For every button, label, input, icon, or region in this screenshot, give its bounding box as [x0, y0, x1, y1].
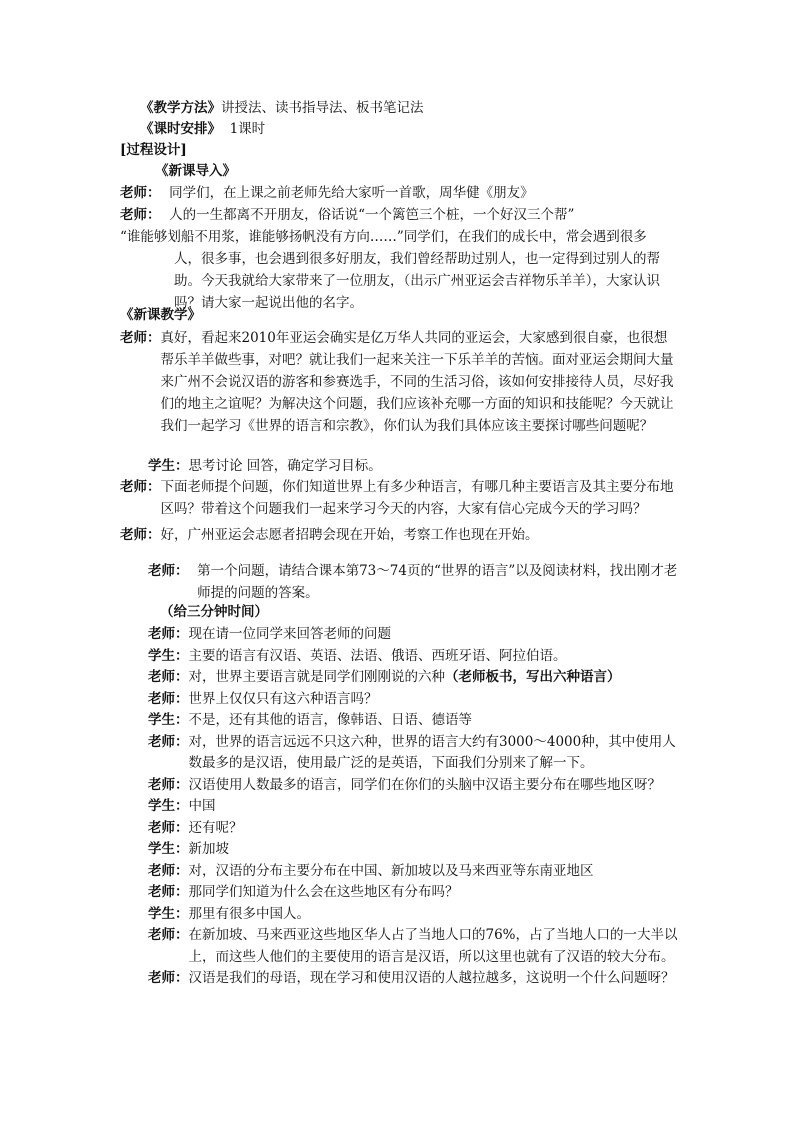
process-design-heading: [过程设计]: [120, 142, 187, 158]
speaker-label: 老师：: [148, 927, 189, 943]
speaker-label: 老师：: [120, 185, 161, 201]
dialogue-line: [120, 204, 680, 226]
dialogue-text: 世界上仅仅只有这六种语言吗？: [188, 690, 378, 707]
dialogue-text: 不是，还有其他的语言，像韩语、日语、德语等: [188, 712, 472, 728]
student-goal: [148, 455, 678, 477]
dialogue-text: 那同学们知道为什么会在这些地区有分布吗？: [188, 884, 459, 900]
dialogue-text: 思考讨论 回答，确定学习目标。: [188, 458, 382, 474]
dialogue-text: 新加坡: [188, 841, 229, 857]
speaker-label: 老师：: [120, 207, 161, 223]
teaching-method-line: [140, 98, 424, 119]
dialogue-text: 真好，看起来2010年亚运会确实是亿万华人共同的亚运会，大家感到很自豪，也很想帮乐羊羊做些事，对吧？就让我们一起来关注一下乐羊羊的苦恼。面对亚运会期间大量来广州不会说汉语的游客和参赛选手，不同的生活习俗，该如何安排接待人员，尽好我们的地主之谊呢？为解决这个问题，我们应该补充哪一方面的知识和技能呢？今天就让我们一起学习《世界的语言和宗教》，你们认为我们具体应该主要探讨哪些问题呢？: [160, 330, 674, 434]
intro-block: [120, 182, 680, 226]
dialogue-text: 第一个问题，请结合课本第73～74页的“世界的语言”以及阅读材料，找出刚才老师提的问题的答案。: [197, 563, 678, 601]
dialogue-text: 人的一生都离不开朋友，俗话说“一个篱笆三个桩，一个好汉三个帮”: [169, 207, 575, 223]
lesson-dialogue-a: [120, 327, 680, 437]
speaker-label: 学生：: [148, 712, 189, 728]
dialogue-text: 对，世界的语言远远不只这六种，世界的语言大约有3000～4000种，其中使用人数最多的是汉语，使用最广泛的是英语，下面我们分别来了解一下。: [188, 733, 676, 771]
dialogue-line: [148, 861, 680, 883]
speaker-label: 老师：: [148, 626, 189, 642]
dialogue-line: [148, 818, 680, 840]
dialogue-line: [120, 524, 680, 546]
task-instruction: [148, 560, 680, 604]
speaker-label: 老师：: [148, 669, 189, 685]
board-note: （老师板书，写出六种语言）: [445, 669, 621, 685]
dialogue-text: 同学们，在上课之前老师先给大家听一首歌，周华健《朋友》: [169, 185, 534, 201]
speaker-label: 老师：: [148, 733, 189, 750]
speaker-label: 老师：: [120, 479, 161, 495]
dialogue-line: [148, 667, 680, 689]
dialogue-text: 对，汉语的分布主要分布在中国、新加坡以及马来西亚等东南亚地区: [188, 862, 594, 879]
dialogue-text: 汉语使用人数最多的语言，同学们在你们的头脑中汉语主要分布在哪些地区呀？: [188, 776, 661, 793]
dialogue-line: [148, 646, 680, 668]
speaker-label: 老师：: [120, 527, 161, 543]
dialogue-line: [148, 925, 680, 968]
dialogue-text: 主要的语言有汉语、英语、法语、俄语、西班牙语、阿拉伯语。: [188, 647, 567, 664]
dialogue-line: [148, 710, 680, 732]
dialogue-line: [148, 689, 680, 711]
quote-rest: 人，很多事，也会遇到很多好朋友，我们曾经帮助过别人，也一定得到过别人的帮助。今天我就给大家带来了一位朋友，（出示广州亚运会吉祥物乐羊羊），大家认识吗？请大家一起说出他的名字。: [174, 251, 660, 311]
dialogue-text: 汉语是我们的母语，现在学习和使用汉语的人越拉越多，这说明一个什么问题呀？: [188, 970, 675, 986]
dialogue-line: [120, 476, 680, 520]
dialogue-line: [148, 560, 680, 604]
dialogue-line: [148, 624, 680, 646]
intro-heading: 《新课导入》: [155, 163, 236, 179]
dialogue-line: [148, 775, 680, 797]
teaching-method-text: 讲授法、读书指导法、板书笔记法: [221, 100, 424, 116]
dialogue-text: 还有呢？: [188, 819, 243, 836]
speaker-label: 老师：: [148, 862, 189, 879]
speaker-label: 学生：: [148, 647, 189, 664]
speaker-label: 老师：: [148, 970, 189, 986]
dialogue-text: 中国: [188, 798, 216, 814]
dialogue-text: 那里有很多中国人。: [188, 905, 310, 922]
dialogue-text-main: 对，世界主要语言就是同学们刚刚说的六种: [188, 669, 445, 685]
speaker-label: 老师：: [148, 819, 189, 836]
speaker-label: 老师：: [148, 690, 189, 707]
dialogue-text: 在新加坡、马来西亚这些地区华人占了当地人口的76%，占了当地人口的一大半以上，而这些人他们的主要使用的语言是汉语，所以这里也就有了汉语的较大分布。: [188, 927, 678, 965]
speaker-label: 学生：: [148, 798, 189, 814]
dialogue-text: 下面老师提个问题，你们知道世界上有多少种语言，有哪几种主要语言及其主要分布地区吗？带着这个问题我们一起来学习今天的内容，大家有信心完成今天的学习吗？: [160, 479, 674, 517]
dialogue-line: [120, 182, 680, 204]
speaker-label: 老师：: [120, 330, 161, 346]
teaching-method-label: 《教学方法》: [140, 100, 221, 116]
dialogue-line: [148, 732, 680, 775]
schedule-label: 《课时安排》: [140, 121, 221, 137]
new-lesson-heading: 《新课教学》: [120, 307, 201, 323]
lesson-dialogue-b: [120, 476, 680, 546]
dialogue-line: [148, 904, 680, 926]
dialogue-line: [120, 327, 680, 437]
dialogue-line: [148, 968, 680, 990]
song-quote-paragraph: [120, 226, 690, 314]
speaker-label: 学生：: [148, 905, 189, 922]
speaker-label: 学生：: [148, 458, 189, 474]
speaker-label: 老师：: [148, 884, 189, 900]
dialogue-line: [148, 882, 680, 904]
schedule-text: 1课时: [229, 121, 266, 137]
dialogue-text: 好，广州亚运会志愿者招聘会现在开始，考察工作也现在开始。: [160, 527, 539, 543]
speaker-label: 老师：: [148, 776, 189, 793]
speaker-label: 老师：: [148, 563, 189, 579]
dialogue-line: [148, 455, 678, 477]
dialogue-line: [148, 839, 680, 861]
time-note: （给三分钟时间）: [160, 604, 268, 620]
quote-first-line: “谁能够划船不用浆，谁能够扬帆没有方向……”同学们，在我们的成长中，常会遇到很多: [120, 229, 647, 245]
dialogue-line: [148, 796, 680, 818]
dialogue-text: [189, 667, 681, 689]
lesson-dialogue-c: [148, 624, 680, 990]
dialogue-text: 现在请一位同学来回答老师的问题: [188, 626, 391, 642]
speaker-label: 学生：: [148, 841, 189, 857]
schedule-line: [140, 119, 265, 140]
